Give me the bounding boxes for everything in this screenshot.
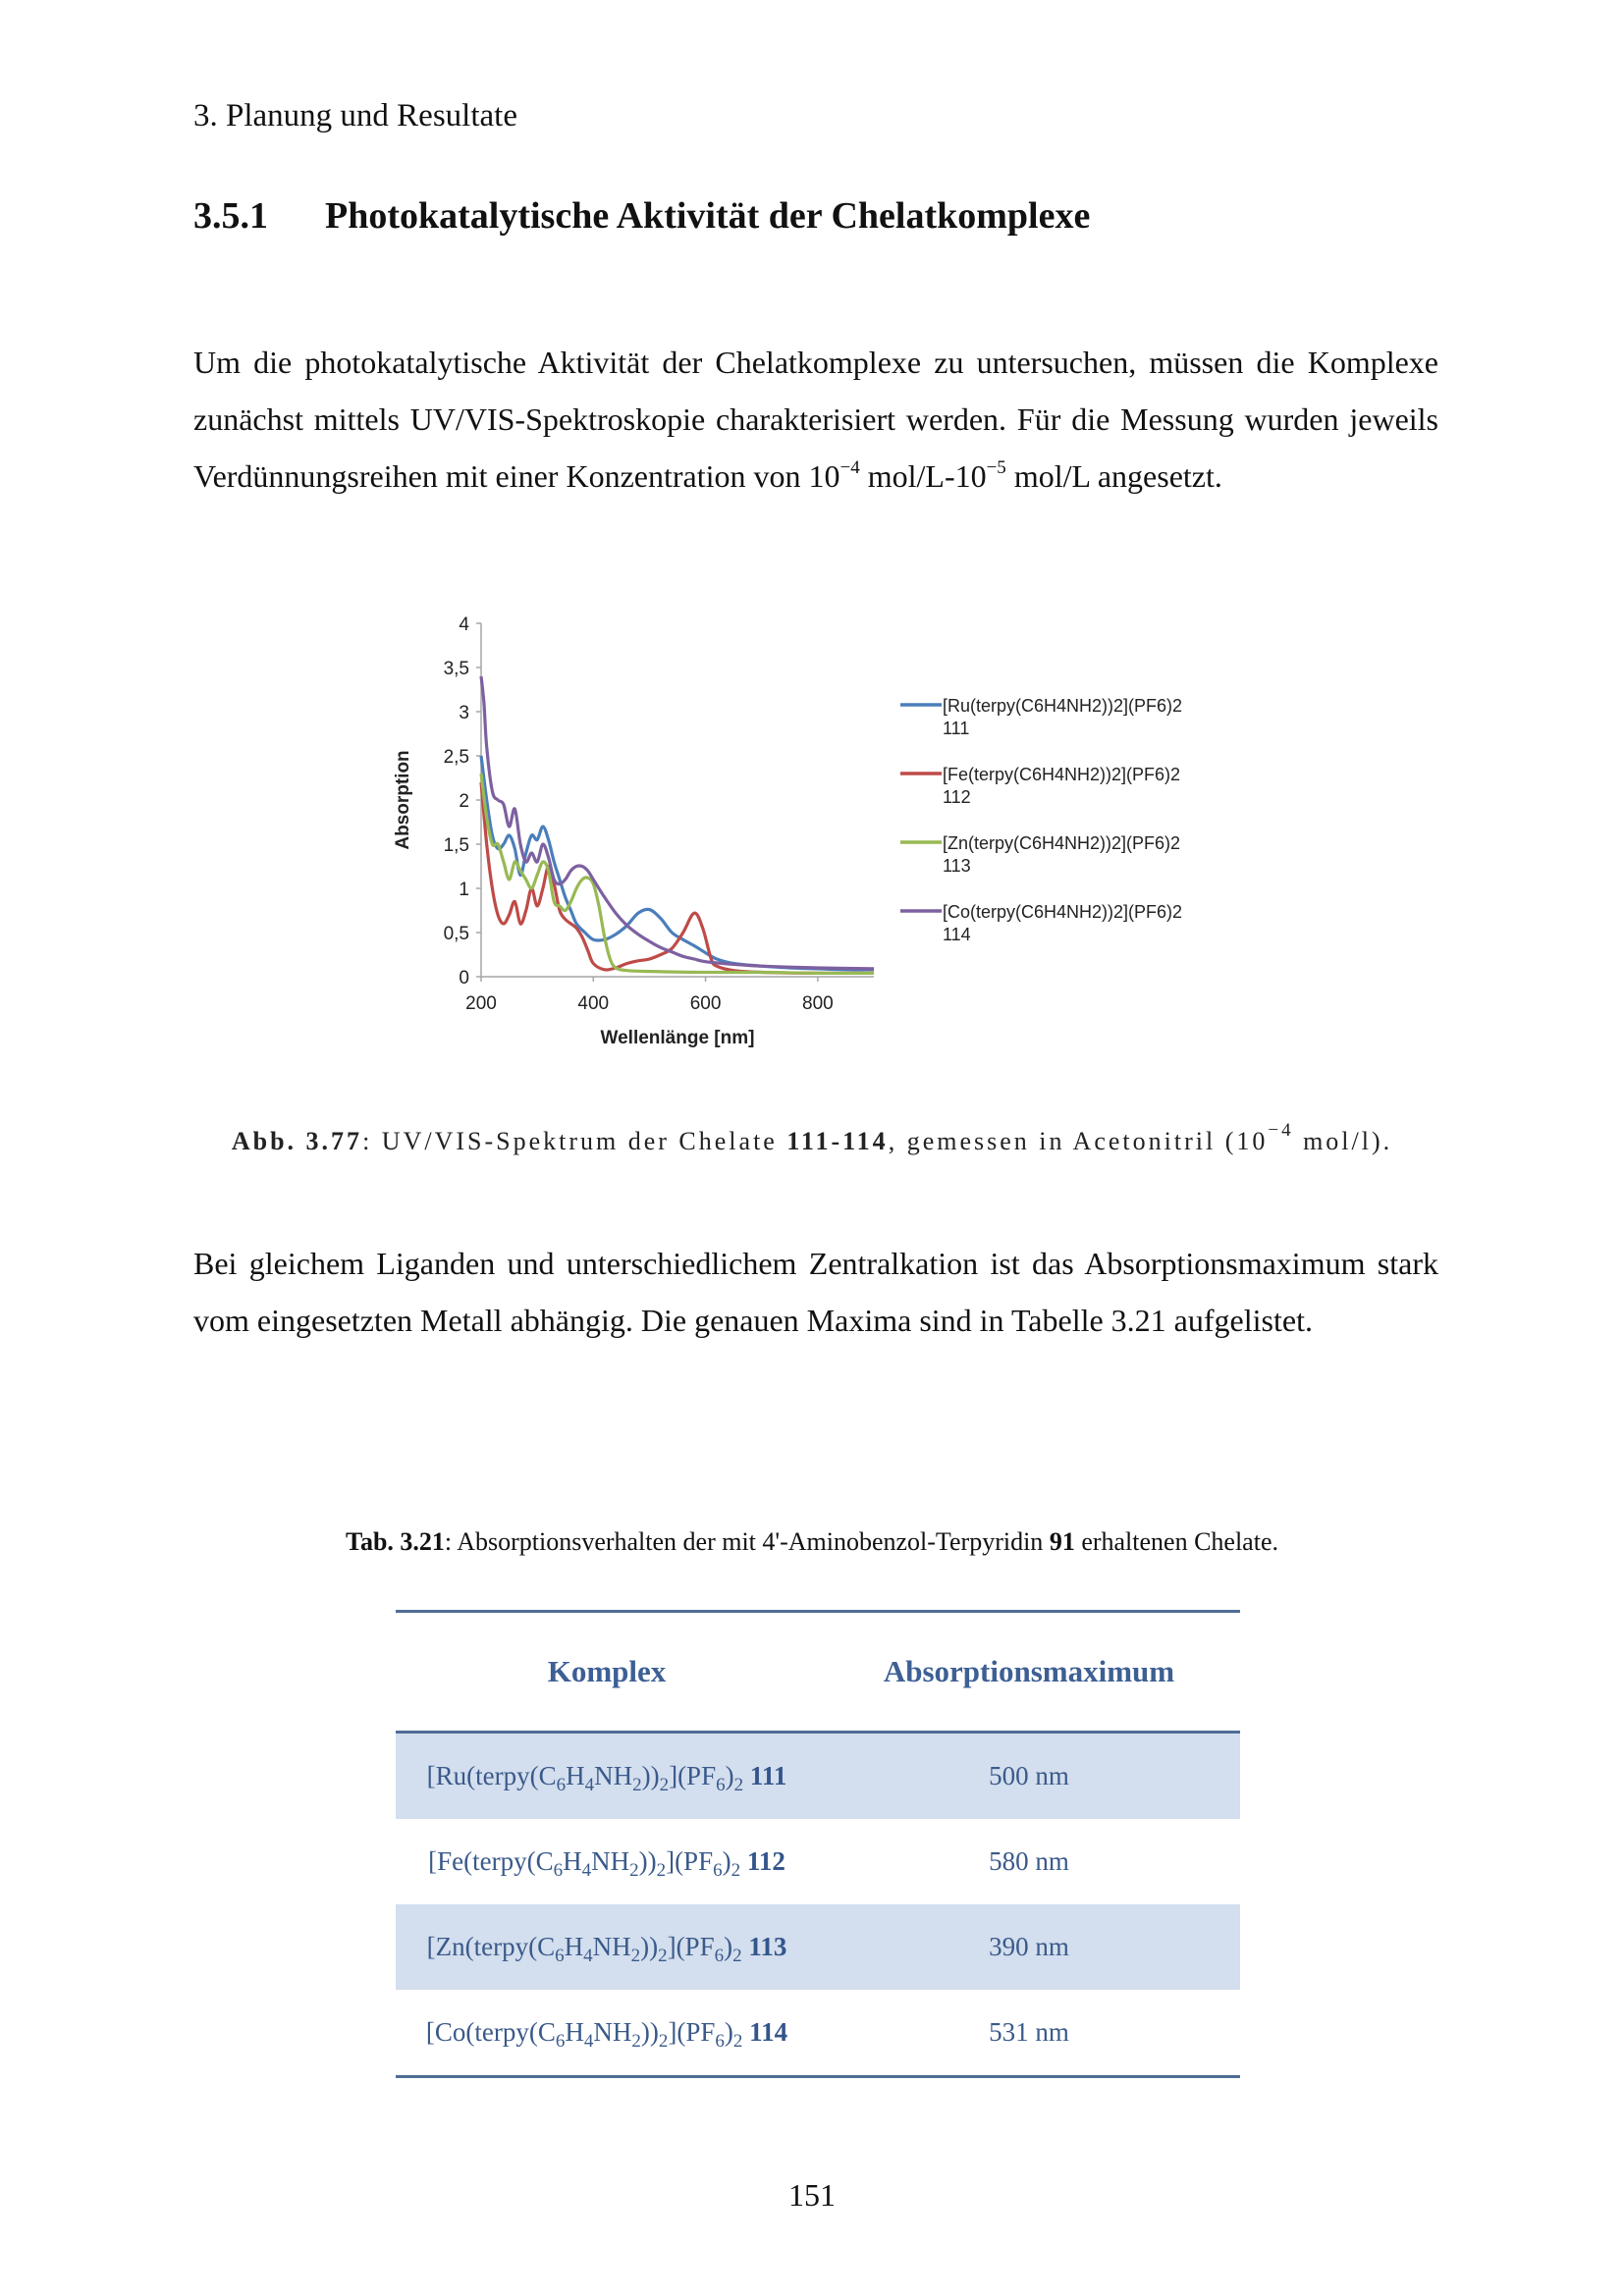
metal-symbol: Zn (435, 1932, 465, 1961)
x-axis-label: Wellenlänge [nm] (600, 1028, 755, 1048)
figure-caption-compounds: 111-114 (786, 1127, 889, 1155)
legend-label-112: [Fe(terpy(C6H4NH2))2](PF6)2 (943, 765, 1181, 784)
y-tick-label: 2 (459, 791, 469, 812)
figure-caption-text-b: , gemessen in Acetonitril (10 (888, 1127, 1269, 1155)
compound-number: 114 (749, 2017, 788, 2047)
header-complex: Komplex (396, 1612, 818, 1733)
y-tick-label: 4 (459, 614, 469, 635)
y-tick-label: 1,5 (443, 835, 469, 856)
running-head: 3. Planung und Resultate (193, 98, 517, 133)
table-header-row (396, 1612, 1240, 1733)
complex-cell: $[Ru(terpy(C_6H_4NH_2))_2](PF_6)_2$ 111 (396, 1733, 818, 1820)
figure-caption-text-c: mol/l). (1293, 1127, 1393, 1155)
legend-number-112: 112 (943, 787, 971, 807)
figure-caption-text-a: : UV/VIS-Spektrum der Chelate (362, 1127, 787, 1155)
table-row (396, 1733, 1240, 1820)
figure-caption (0, 1120, 1624, 1156)
section-number: 3.5.1 (193, 195, 268, 237)
complex-cell: $[Fe(terpy(C_6H_4NH_2))_2](PF_6)_2$ 112 (428, 1846, 785, 1881)
x-tick-label: 800 (802, 993, 834, 1014)
legend-label-114: [Co(terpy(C6H4NH2))2](PF6)2 (943, 902, 1183, 922)
exponent-b: −5 (986, 457, 1006, 478)
table-row (396, 1904, 1240, 1990)
table-row (396, 1990, 1240, 2077)
table-caption-compound: 91 (1049, 1527, 1075, 1556)
legend-label-113: [Zn(terpy(C6H4NH2))2](PF6)2 (943, 833, 1181, 853)
exponent-a: −4 (839, 457, 860, 478)
y-tick-label: 2,5 (443, 747, 469, 768)
table-caption-label: Tab. 3.21 (345, 1527, 445, 1556)
metal-symbol: Ru (435, 1761, 467, 1790)
table-caption-text-a: : Absorptionsverhalten der mit 4'-Aminobenzol-Terpyridin (444, 1527, 1050, 1556)
figure-caption-label: Abb. 3.77 (231, 1127, 363, 1155)
x-tick-label: 200 (465, 993, 497, 1014)
y-axis-label: Absorption (393, 750, 413, 850)
paragraph-maxima: Bei gleichem Liganden und unterschiedlichem Zentralkation ist das Absorptionsmaximum stark vom eingesetzten Metall abhängig. Die genauen Maxima sind in Tabelle 3.21 aufgelistet. (193, 1246, 1438, 1338)
y-tick-label: 3 (459, 703, 469, 723)
table-row (396, 1819, 1240, 1904)
uv-vis-spectrum-chart (383, 599, 1247, 1060)
series-line-114 (481, 676, 874, 969)
metal-symbol: Fe (437, 1846, 464, 1876)
complex-cell: $[Zn(terpy(C_6H_4NH_2))_2](PF_6)_2$ 113 (396, 1904, 818, 1990)
compound-number: 112 (746, 1846, 785, 1876)
y-tick-label: 0 (459, 968, 469, 988)
maximum-cell: 500 nm (818, 1733, 1240, 1820)
compound-number: 111 (749, 1761, 787, 1790)
header-absorption-maximum: Absorptionsmaximum (818, 1612, 1240, 1733)
paragraph-intro-text-c: mol/L angesetzt. (1005, 458, 1222, 494)
paragraph-intro-text-b: mol/L-10 (859, 458, 987, 494)
table-caption-text-b: erhaltenen Chelate. (1074, 1527, 1278, 1556)
complex-cell: $[Co(terpy(C_6H_4NH_2))_2](PF_6)_2$ 114 (425, 2017, 788, 2052)
legend-label-111: [Ru(terpy(C6H4NH2))2](PF6)2 (943, 696, 1183, 716)
x-tick-label: 400 (577, 993, 610, 1014)
y-tick-label: 3,5 (443, 659, 469, 679)
legend-number-111: 111 (943, 719, 970, 738)
series-line-111 (481, 756, 874, 970)
compound-number: 113 (748, 1932, 787, 1961)
x-tick-label: 600 (689, 993, 722, 1014)
maximum-cell: 531 nm (989, 2017, 1069, 2047)
paragraph-intro-text-a: Um die photokatalytische Aktivität der Chelatkomplexe zu untersuchen, müssen die Komplexe zunächst mittels UV/VIS-Spektroskopie charakterisiert werden. Für die Messung wurden jeweils Verdünnungsreihen mit einer Konzentration von 10 (193, 345, 1438, 494)
legend-number-113: 113 (943, 856, 971, 876)
section-title: Photokatalytische Aktivität der Chelatkomplexe (325, 195, 1091, 237)
legend-number-114: 114 (943, 925, 971, 944)
page-number: 151 (788, 2177, 836, 2213)
table-caption (0, 1527, 1624, 1557)
absorption-table (396, 1610, 1240, 2078)
series-line-112 (481, 782, 874, 973)
y-tick-label: 1 (459, 880, 469, 900)
y-tick-label: 0,5 (443, 924, 469, 944)
metal-symbol: Co (434, 2017, 466, 2047)
section-heading (193, 194, 1090, 238)
maximum-cell: 390 nm (818, 1904, 1240, 1990)
paragraph-intro (193, 334, 1438, 505)
figure-caption-exponent: −4 (1268, 1120, 1294, 1141)
maximum-cell: 580 nm (989, 1846, 1069, 1876)
